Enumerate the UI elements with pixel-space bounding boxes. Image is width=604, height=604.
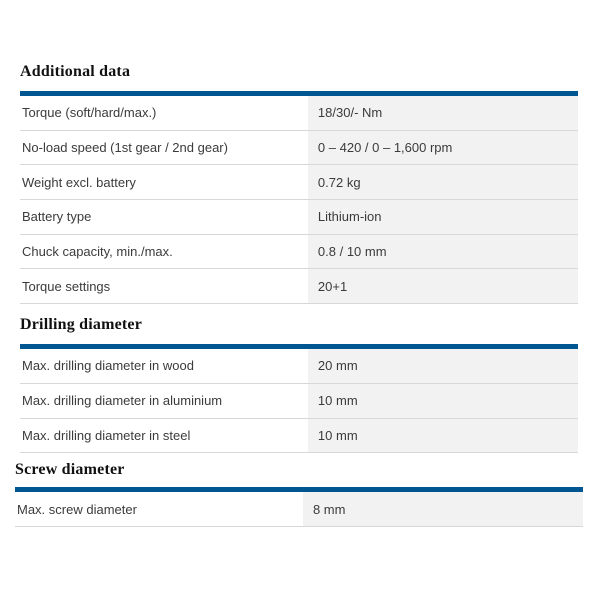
table-row	[20, 419, 578, 454]
table-row	[20, 200, 578, 235]
table-row	[20, 165, 578, 200]
table-row	[20, 349, 578, 384]
section-title-screw-diameter: Screw diameter	[15, 461, 125, 479]
section-title-drilling-diameter: Drilling diameter	[20, 316, 143, 334]
spec-label: No-load speed (1st gear / 2nd gear)	[20, 131, 308, 165]
spec-label: Torque (soft/hard/max.)	[20, 96, 308, 130]
table-row	[20, 96, 578, 131]
section-screw-diameter	[15, 462, 583, 527]
spec-value: 10 mm	[308, 419, 578, 453]
spec-value: 0.8 / 10 mm	[308, 235, 578, 269]
spec-label: Max. screw diameter	[15, 492, 303, 526]
spec-value: 20+1	[308, 269, 578, 303]
spec-table-additional-data	[20, 91, 578, 304]
spec-value: 8 mm	[303, 492, 583, 526]
table-row	[20, 384, 578, 419]
spec-value: 18/30/- Nm	[308, 96, 578, 130]
table-row	[20, 131, 578, 166]
section-title-additional-data: Additional data	[20, 63, 131, 80]
spec-label: Chuck capacity, min./max.	[20, 235, 308, 269]
spec-label: Weight excl. battery	[20, 165, 308, 199]
spec-value: 0 – 420 / 0 – 1,600 rpm	[308, 131, 578, 165]
spec-label: Max. drilling diameter in wood	[20, 349, 308, 383]
spec-label: Max. drilling diameter in steel	[20, 419, 308, 453]
table-row	[15, 492, 583, 527]
section-additional-data	[20, 64, 578, 304]
spec-value: 20 mm	[308, 349, 578, 383]
spec-value: 0.72 kg	[308, 165, 578, 199]
table-row	[20, 235, 578, 270]
spec-label: Max. drilling diameter in aluminium	[20, 384, 308, 418]
section-drilling-diameter	[20, 317, 578, 453]
spec-value: Lithium-ion	[308, 200, 578, 234]
spec-label: Torque settings	[20, 269, 308, 303]
spec-value: 10 mm	[308, 384, 578, 418]
table-row	[20, 269, 578, 304]
spec-label: Battery type	[20, 200, 308, 234]
spec-table-drilling-diameter	[20, 344, 578, 453]
spec-table-screw-diameter	[15, 487, 583, 527]
